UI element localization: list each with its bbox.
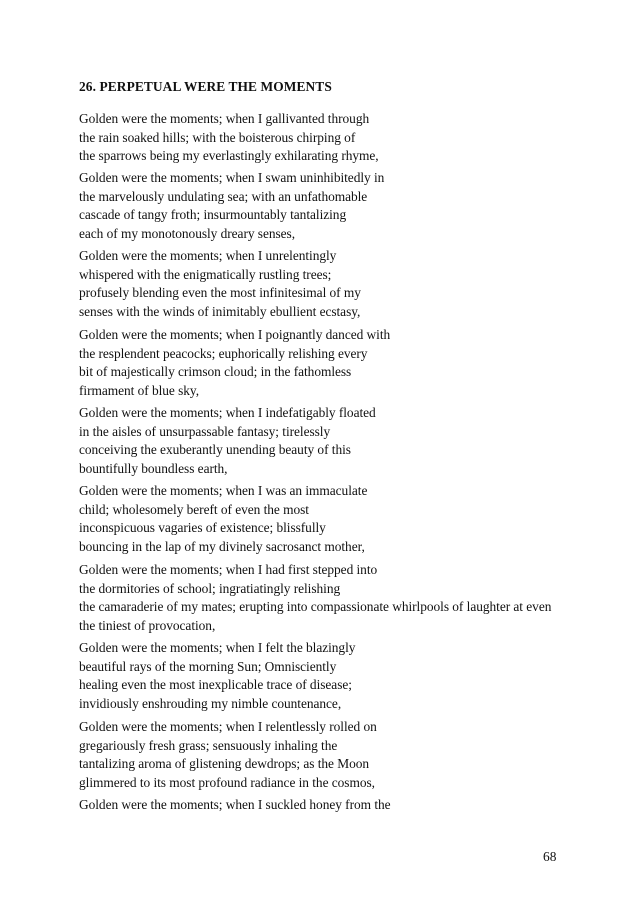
poem-line: the marvelously undulating sea; with an unfathomable bbox=[79, 188, 368, 204]
poem-line: in the aisles of unsurpassable fantasy; tirelessly bbox=[79, 423, 331, 439]
stanza-8 bbox=[79, 639, 599, 713]
poem-line: Golden were the moments; when I gallivanted through bbox=[79, 111, 370, 126]
poem-line: the dormitories of school; ingratiatingly relishing bbox=[79, 580, 341, 596]
poem-line: tantalizing aroma of glistening dewdrops; as the Moon bbox=[79, 756, 370, 771]
poem-line: the tiniest of provocation, bbox=[79, 617, 216, 633]
poem-line: the sparrows being my everlastingly exhilarating rhyme, bbox=[79, 148, 379, 163]
stanza-5 bbox=[79, 404, 599, 478]
stanza-3 bbox=[79, 247, 599, 321]
poem-line: the resplendent peacocks; euphorically relishing every bbox=[79, 345, 368, 361]
poem-line: Golden were the moments; when I suckled honey from the bbox=[79, 797, 391, 812]
poem-line: each of my monotonously dreary senses, bbox=[79, 225, 296, 241]
poem-line: beautiful rays of the morning Sun; Omnisciently bbox=[79, 658, 337, 674]
poem-line: whispered with the enigmatically rustling trees; bbox=[79, 266, 332, 282]
poem-line: Golden were the moments; when I swam uninhibitedly in bbox=[79, 170, 385, 185]
poem-line: Golden were the moments; when I was an immaculate bbox=[79, 483, 368, 498]
poem-line: firmament of blue sky, bbox=[79, 382, 200, 398]
poem-line: profusely blending even the most infinitesimal of my bbox=[79, 285, 361, 300]
poem-line: conceiving the exuberantly unending beauty of this bbox=[79, 442, 351, 457]
poem-line: Golden were the moments; when I had first stepped into bbox=[79, 562, 378, 577]
poem-line: Golden were the moments; when I felt the blazingly bbox=[79, 640, 356, 655]
poem-line: inconspicuous vagaries of existence; blissfully bbox=[79, 520, 326, 535]
poem-line: bouncing in the lap of my divinely sacrosanct mother, bbox=[79, 538, 365, 554]
poem-line: senses with the winds of inimitably ebullient ecstasy, bbox=[79, 303, 361, 319]
poem-title: 26. PERPETUAL WERE THE MOMENTS bbox=[79, 79, 332, 94]
stanza-10 bbox=[79, 796, 599, 815]
poem-line: Golden were the moments; when I indefatigably floated bbox=[79, 405, 376, 420]
poem-line: the rain soaked hills; with the boisterous chirping of bbox=[79, 129, 356, 145]
poem-line: gregariously fresh grass; sensuously inhaling the bbox=[79, 737, 338, 753]
poem-line: cascade of tangy froth; insurmountably tantalizing bbox=[79, 207, 347, 222]
stanza-4 bbox=[79, 326, 599, 400]
poem-line: glimmered to its most profound radiance in the cosmos, bbox=[79, 774, 375, 790]
stanza-7 bbox=[79, 561, 599, 635]
stanza-1 bbox=[79, 110, 599, 166]
poem-line: the camaraderie of my mates; erupting into compassionate whirlpools of laughter at even bbox=[79, 599, 552, 614]
stanza-6 bbox=[79, 482, 599, 556]
stanza-2 bbox=[79, 169, 599, 243]
poem-line: Golden were the moments; when I relentlessly rolled on bbox=[79, 719, 377, 734]
poem-line: bit of majestically crimson cloud; in the fathomless bbox=[79, 364, 352, 379]
poem-line: Golden were the moments; when I poignantly danced with bbox=[79, 327, 391, 342]
poem-line: child; wholesomely bereft of even the most bbox=[79, 501, 309, 517]
poem-line: bountifully boundless earth, bbox=[79, 460, 228, 476]
page-number: 68 bbox=[543, 849, 557, 864]
stanza-9 bbox=[79, 718, 599, 792]
poem-line: healing even the most inexplicable trace of disease; bbox=[79, 677, 352, 692]
poem-line: Golden were the moments; when I unrelentingly bbox=[79, 248, 337, 263]
poem-line: invidiously enshrouding my nimble countenance, bbox=[79, 695, 342, 711]
